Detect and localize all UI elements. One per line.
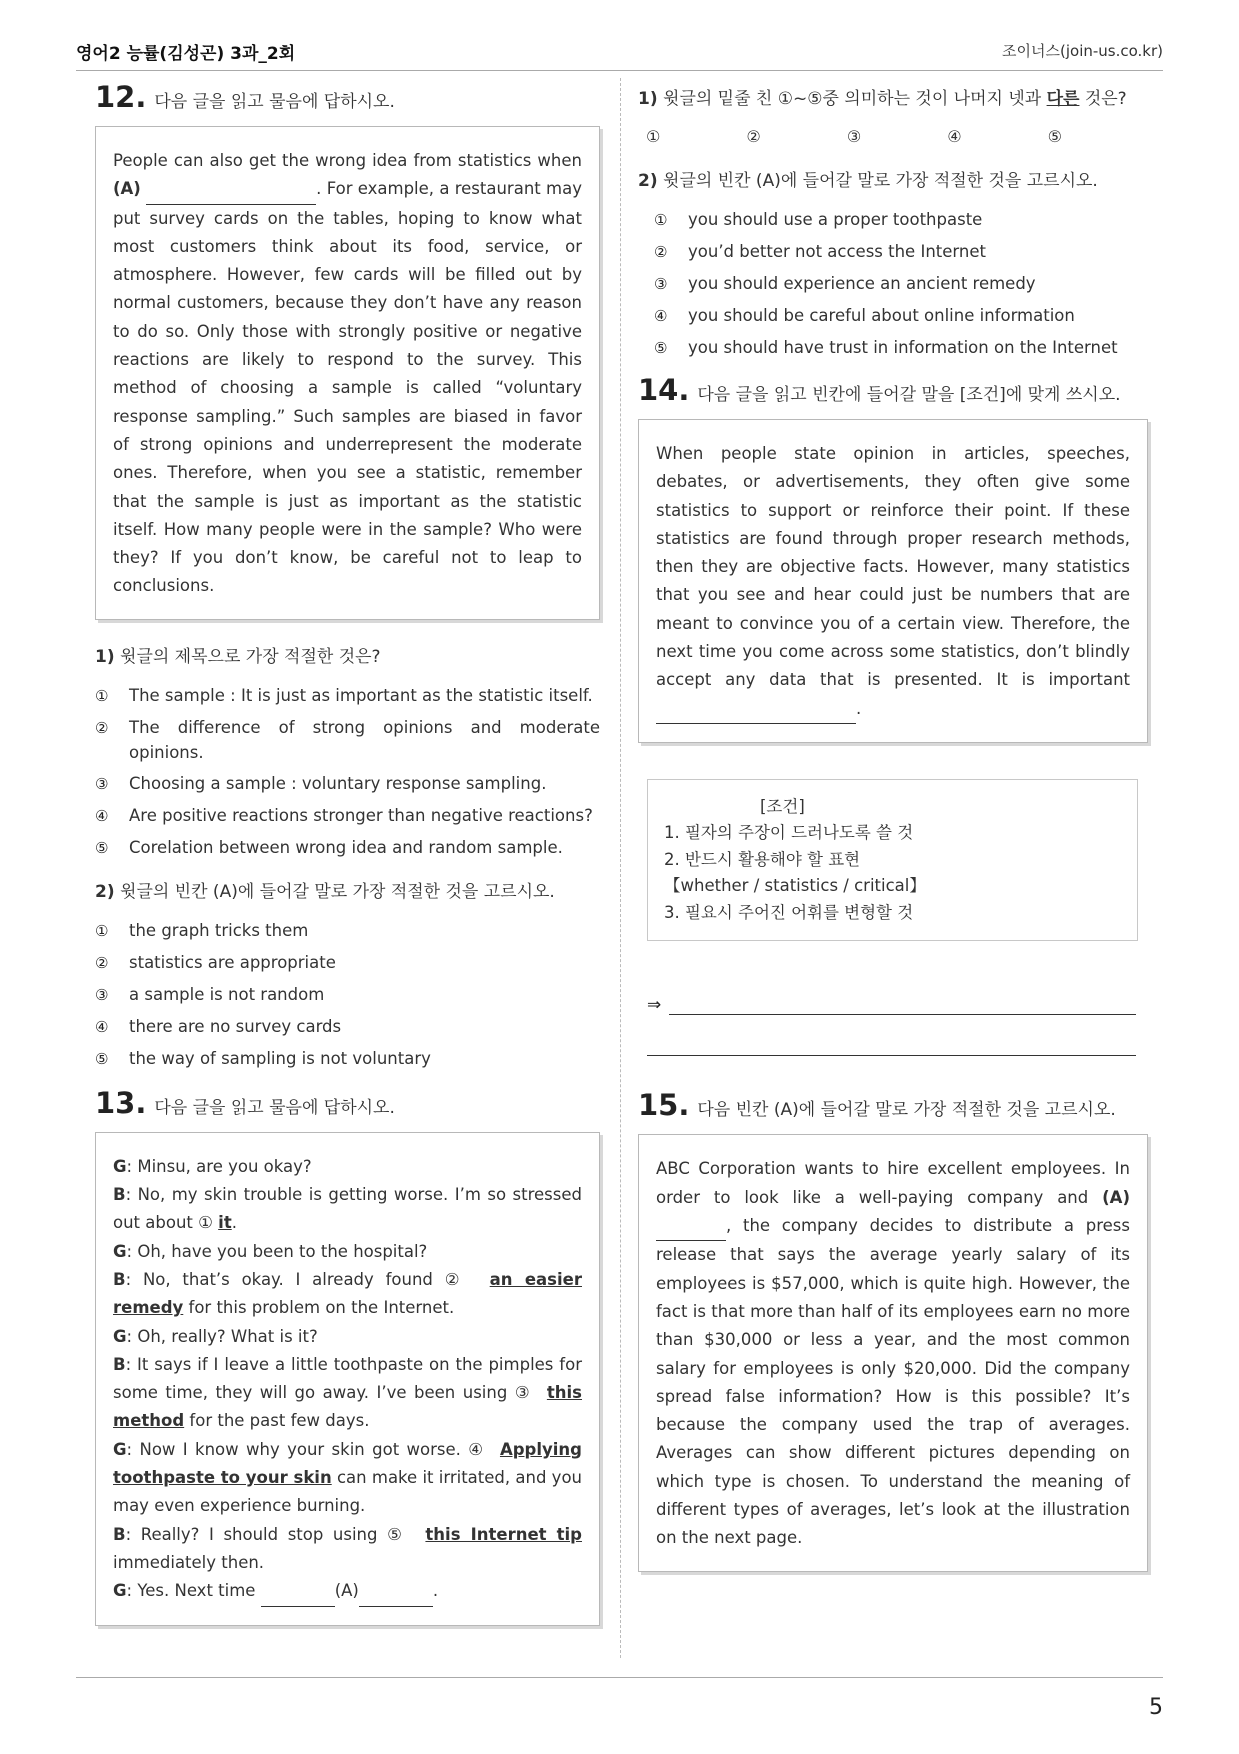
header-divider: [76, 70, 1163, 71]
left-column: [95, 80, 600, 1626]
option[interactable]: ⑤ Corelation between wrong idea and random sample.: [95, 837, 563, 857]
question-prompt: 다음 빈칸 (A)에 들어갈 말로 가장 적절한 것을 고르시오.: [697, 1100, 1116, 1121]
blank-line: [656, 695, 856, 724]
option[interactable]: ⑤ the way of sampling is not voluntary: [95, 1048, 431, 1068]
option[interactable]: ③ Choosing a sample : voluntary response sampling.: [95, 773, 547, 793]
underlined-phrase: it: [218, 1213, 232, 1233]
question-12-sub2-options: [95, 918, 600, 1072]
underlined-phrase: this method: [113, 1383, 583, 1431]
right-column: [638, 80, 1148, 1572]
option[interactable]: ① you should use a proper toothpaste: [654, 210, 983, 229]
option[interactable]: ③ you should experience an ancient remedy: [654, 274, 1036, 293]
question-12-passage: People can also get the wrong idea from statistics when (A) . For example, a restaurant may put survey cards on the tables, hoping to know what most customers think about its food, service, or atmosphere. However, few cards will be filled out by normal customers, because they don’t have any reason to do so. Only those with strongly positive or negative reactions are likely to respond to the survey. This method of choosing a sample is called “voluntary response sampling.” Such samples are biased in favor of strong opinions and underrepresent the moderate ones. Therefore, when you see a statistic, remember that the sample is just as important as the statistic itself. How many people were in the sample? Who were they? If you don’t know, be careful not to leap to conclusions.: [95, 126, 600, 620]
blank-line: [146, 175, 316, 204]
question-prompt: 다음 글을 읽고 빈칸에 들어갈 말을 [조건]에 맞게 쓰시오.: [697, 385, 1121, 405]
conditions-box: [647, 779, 1138, 942]
question-12-header: [95, 80, 600, 114]
answer-line-1[interactable]: [647, 995, 1136, 1015]
question-14-passage: When people state opinion in articles, speeches, debates, or advertisements, they often give some statistics to support or reinforce their point. If these statistics are found through proper research methods, then they are objective facts. However, many statistics that you see and hear could just be numbers that are meant to convince you of a certain view. Therefore, the next time you come across some statistics, don’t blindly accept any data that is presented. It is important .: [638, 419, 1148, 743]
column-divider: [620, 78, 621, 1658]
answer-line-2[interactable]: [647, 1045, 1136, 1056]
option[interactable]: ⑤ you should have trust in information on the Internet: [654, 338, 1118, 357]
blank-label: (A): [1102, 1187, 1130, 1207]
blank-line: [261, 1577, 335, 1606]
option[interactable]: ④ there are no survey cards: [95, 1016, 342, 1036]
choice[interactable]: ⑤: [1047, 127, 1062, 146]
underlined-phrase: Applying toothpaste to your skin: [113, 1439, 582, 1488]
footer-divider: [76, 1677, 1163, 1678]
question-number: 14.: [638, 373, 690, 407]
question-12-sub2: 2) 윗글의 빈칸 (A)에 들어갈 말로 가장 적절한 것을 고르시오.: [95, 881, 555, 902]
worksheet-title: 영어2 능률(김성곤) 3과_2회: [76, 44, 296, 64]
conditions-title: [조건]: [760, 796, 805, 816]
option[interactable]: ② you’d better not access the Internet: [654, 242, 986, 261]
question-14-header: [638, 373, 1148, 407]
question-number: 12.: [95, 80, 147, 114]
blank-line: [359, 1577, 433, 1606]
condition-item: 3. 필요시 주어진 어휘를 변형할 것: [664, 902, 914, 922]
choice[interactable]: ②: [746, 127, 761, 146]
arrow-icon: ⇒: [647, 995, 662, 1016]
site-name: 조이너스(join-us.co.kr): [1002, 42, 1163, 60]
question-number: 13.: [95, 1085, 147, 1120]
underlined-phrase: an easier remedy: [113, 1269, 582, 1318]
option[interactable]: ① The sample : It is just as important as the statistic itself.: [95, 685, 593, 705]
option[interactable]: ② The difference of strong opinions and moderate opinions.: [95, 717, 600, 762]
question-13-dialogue: G: Minsu, are you okay? B: No, my skin trouble is getting worse. I’m so stressed out about ① it. G: Oh, have you been to the hospital? B: No, that’s okay. I already found ② an easier remedy for this problem on the Internet. G: Oh, really? What is it? B: It says if I leave a little toothpaste on the pimples for some time, they will go away. I’ve been using ③ this method for the past few days. G: Now I know why your skin got worse. ④ Applying toothpaste to your skin can make it irritated, and you may even experience burning. B: Really? I should stop using ⑤ this Internet tip immediately then. G: Yes. Next time (A) .: [95, 1132, 600, 1626]
condition-item: 2. 반드시 활용해야 할 표현: [664, 849, 861, 869]
condition-item: 1. 필자의 주장이 드러나도록 쓸 것: [664, 823, 914, 843]
question-number: 15.: [638, 1088, 690, 1123]
question-13-sub1-choices: [646, 127, 1148, 146]
choice[interactable]: ①: [646, 127, 661, 146]
page-number: 5: [1149, 1695, 1163, 1720]
blank-line: [656, 1212, 726, 1241]
blank-label: (A): [113, 179, 141, 199]
choice[interactable]: ④: [947, 127, 962, 146]
option[interactable]: ④ you should be careful about online information: [654, 306, 1075, 325]
question-12-sub1-options: [95, 683, 600, 861]
question-13-header: [95, 1086, 600, 1120]
option[interactable]: ③ a sample is not random: [95, 984, 325, 1004]
option[interactable]: ① the graph tricks them: [95, 920, 309, 940]
condition-words: 【whether / statistics / critical】: [664, 876, 926, 896]
question-13-sub2: 2) 윗글의 빈칸 (A)에 들어갈 말로 가장 적절한 것을 고르시오.: [638, 171, 1098, 191]
choice[interactable]: ③: [846, 127, 862, 146]
underlined-phrase: this Internet tip: [425, 1524, 582, 1544]
question-prompt: 다음 글을 읽고 물음에 답하시오.: [154, 92, 395, 112]
question-15-header: [638, 1088, 1148, 1122]
question-15-passage: ABC Corporation wants to hire excellent employees. In order to look like a well-paying company and (A) , the company decides to distribute a press release that says the average yearly salary of its employees is $57,000, which is quite high. However, the fact is that more than half of its employees earn no more than $30,000 or less a year, and the most common salary for employees is only $20,000. Did the company spread false information? How is this possible? It’s because the company used the trap of averages. Averages can show different pictures depending on which type is chosen. To understand the meaning of different types of averages, let’s look at the illustration on the next page.: [638, 1134, 1148, 1571]
question-13-sub2-options: [654, 207, 1148, 361]
question-13-sub1: 1) 윗글의 밑줄 친 ①~⑤중 의미하는 것이 나머지 넷과 다른 것은?: [638, 89, 1127, 109]
emphasis-word: 다른: [1046, 89, 1080, 109]
question-prompt: 다음 글을 읽고 물음에 답하시오.: [154, 1097, 395, 1118]
question-12-sub1: 1) 윗글의 제목으로 가장 적절한 것은?: [95, 646, 381, 667]
option[interactable]: ④ Are positive reactions stronger than negative reactions?: [95, 805, 593, 825]
option[interactable]: ② statistics are appropriate: [95, 952, 336, 972]
